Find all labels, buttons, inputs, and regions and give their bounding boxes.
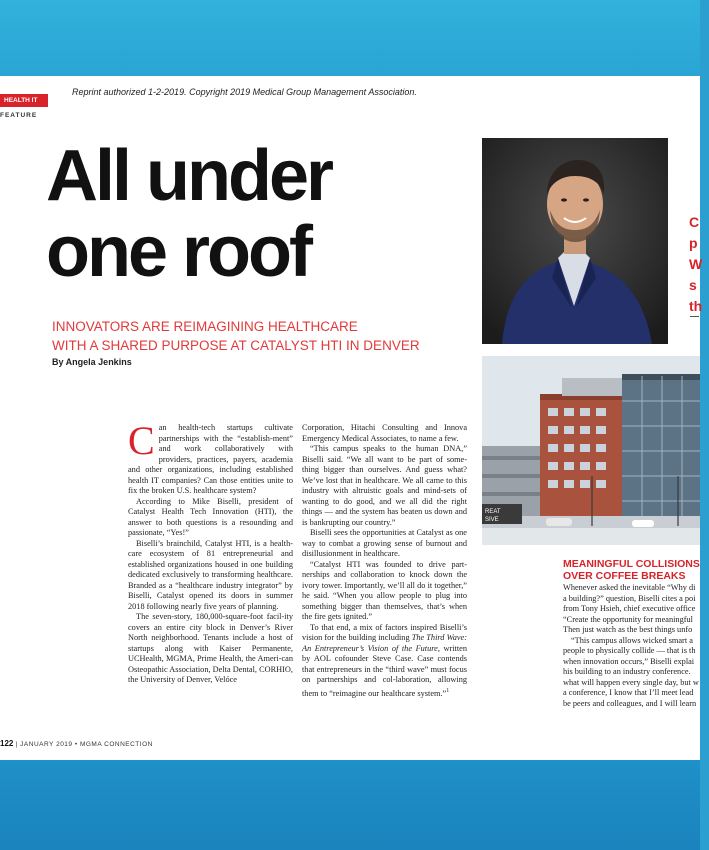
paragraph: According to Mike Biselli, president of Catalyst Health Tech Innovation (HTI), the answer to both questions is a resounding and passionate, “Yes!” xyxy=(128,496,293,537)
portrait-illustration xyxy=(482,138,668,344)
sidebar-heading xyxy=(563,558,703,582)
storefront-sign: SIVE xyxy=(485,517,499,523)
sidebar-line: Whenever asked the inevitable “Why di xyxy=(563,583,696,592)
footer-divider: | xyxy=(15,741,21,748)
sidebar-line: when innovation occurs,” Biselli explai xyxy=(563,656,695,666)
book-title: The Third Wave: An Entrepreneur’s Vision of the Future xyxy=(302,633,467,653)
sidebar-line: “This campus allows wicked smart a xyxy=(571,635,693,645)
pull-quote-line: C xyxy=(689,214,700,230)
footer-publication: MGMA CONNECTION xyxy=(79,741,153,748)
paragraph: The seven-story, 180,000-square-foot facil-ity covers an entire city block in Denver’s River North neighborhood. Tenants include a host of startups along with Kaiser Permanente, UCHealth, MGMA, Prime Health, the Ameri-can Osteopathic Association, Delta Dental, CORHIO, the University of Denver, Velóce xyxy=(128,612,293,684)
subheadline xyxy=(52,317,452,355)
sidebar-line: “Create the opportunity for meaningful xyxy=(563,614,693,624)
paragraph xyxy=(128,418,293,497)
subheadline-line-1: INNOVATORS ARE REIMAGINING HEALTHCARE xyxy=(52,319,358,334)
page-number: 122 xyxy=(0,739,14,748)
portrait-photo xyxy=(482,138,668,344)
sidebar-heading-line: OVER COFFEE BREAKS xyxy=(563,570,686,582)
storefront-sign: REAT xyxy=(485,509,501,515)
headline-line-1: All under xyxy=(46,136,332,216)
sidebar-heading-line: MEANINGFUL COLLISIONS xyxy=(563,558,700,570)
building-photo xyxy=(482,356,700,545)
pull-quote-line: p xyxy=(689,235,698,251)
pull-quote-line: W xyxy=(689,256,703,272)
paragraph-text: To that end, a mix of factors inspired Biselli’s vision for the building including xyxy=(302,622,467,642)
sidebar-line: a building?” question, Biselli cites a poi xyxy=(563,593,696,603)
sidebar-line: what will happen every single day, but w xyxy=(563,677,699,687)
headline xyxy=(46,138,346,290)
sidebar-column xyxy=(563,583,703,709)
footer-issue: JANUARY 2019 xyxy=(20,741,73,748)
top-background-band xyxy=(0,0,700,76)
subheadline-line-2: WITH A SHARED PURPOSE AT CATALYST HTI IN DENVER xyxy=(52,338,420,353)
paragraph-text: an health-tech startups cultivate partnerships with the “establish-ment” and work collaboratively with providers, practices, payers, academia and other organizations, including established health IT companies? Can those entities unite to fix the broken U.S. healthcare system? xyxy=(128,423,293,495)
sidebar-line: be peers and colleagues, and I will learn xyxy=(563,698,697,708)
sidebar-line: his building to an industry conference. xyxy=(563,667,691,676)
footnote-marker: 1 xyxy=(446,687,450,694)
pull-quote xyxy=(689,212,709,317)
sidebar-line: a conference, I know that I’ll meet lead xyxy=(563,688,694,697)
article-column-1 xyxy=(128,418,293,686)
footer-bullet: • xyxy=(74,741,80,748)
building-illustration xyxy=(482,356,700,545)
paragraph: Biselli sees the opportunities at Catalyst as one way to combat a growing sense of burnout and disillusionment in healthcare. xyxy=(302,528,467,558)
pull-quote-line: s xyxy=(689,277,697,293)
sidebar-line: from Tony Hsieh, chief executive office xyxy=(563,604,696,613)
paragraph: “Catalyst HTI was founded to drive part-nerships and collaboration to knock down the ivory tower. Importantly, we’ll all do it together,” he said. “When you allow people to plug into something bigger than themselves, that’s when the fire gets ignited.” xyxy=(302,559,467,621)
section-label: FEATURE xyxy=(0,112,38,119)
sidebar-line: people to physically collide — that is th xyxy=(563,646,696,655)
paragraph: Corporation, Hitachi Consulting and Innova Emergency Medical Associates, to name a few. xyxy=(302,423,467,443)
pull-quote-line: th xyxy=(689,298,703,314)
paragraph xyxy=(302,623,467,699)
article-column-2 xyxy=(302,423,467,699)
paragraph: “This campus speaks to the human DNA,” Biselli said. “We all want to be part of some-thing bigger than ourselves. And guess what? We’ve lost that in healthcare. We all came to this industry with altruistic goals and mind-sets of wanting to do good, and we all did the right things — and the system has beaten us down and is bankrupting our country.” xyxy=(302,444,467,527)
bottom-background-band xyxy=(0,760,700,850)
page-footer xyxy=(0,739,153,748)
paragraph: Biselli’s brainchild, Catalyst HTI, is a health-care ecosystem of 81 entrepreneurial and established organizations housed in one building dedicated exclusively to transforming healthcare. Branded as a “healthcare industry integrator” by Biselli, Catalyst opened its doors in summer 2018 following nearly five years of planning. xyxy=(128,538,293,611)
reprint-notice: Reprint authorized 1-2-2019. Copyright 2019 Medical Group Management Association. xyxy=(72,87,417,97)
magazine-page xyxy=(0,76,703,760)
pull-quote-rule xyxy=(690,316,699,317)
drop-cap: C xyxy=(128,418,155,463)
sidebar-line: Then just watch as the best things unfo xyxy=(563,625,693,634)
section-tag: HEALTH IT xyxy=(0,94,48,107)
byline: By Angela Jenkins xyxy=(52,357,132,367)
headline-line-2: one roof xyxy=(46,212,310,292)
paragraph-text: , written by AOL cofounder Steve Case. Case contends that entrepreneurs in the “third wave” must focus on partnerships and col-laboration, allowing them to “reimagine our healthcare system.” xyxy=(302,643,467,698)
